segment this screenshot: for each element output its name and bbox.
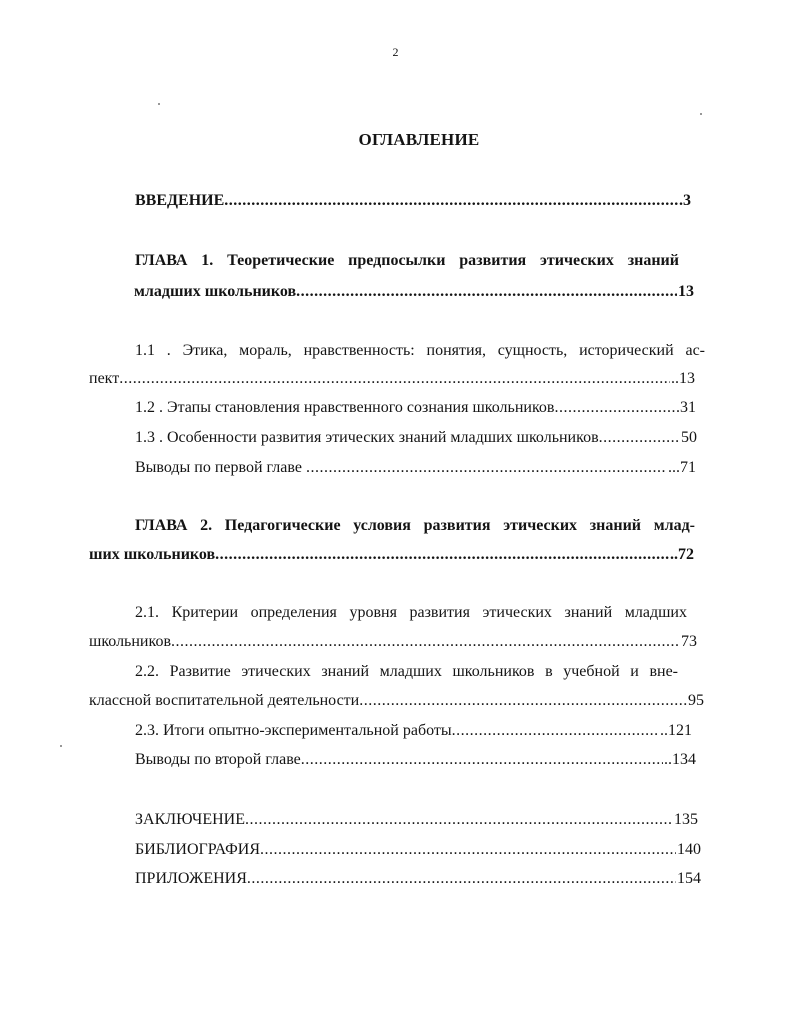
toc-chapter2-line1[interactable]: ГЛАВА 2. Педагогические условия развития этических знаний млад-	[135, 517, 695, 534]
toc-entry-label: ВВЕДЕНИЕ	[135, 192, 225, 209]
toc-page-number: 73	[681, 633, 697, 650]
toc-entry-label: младших школьников	[134, 283, 297, 300]
toc-chapter1-line2[interactable]	[134, 282, 694, 302]
toc-section-2-2-line1[interactable]: 2.2. Развитие этических знаний младших школьников в учебной и вне-	[135, 663, 678, 680]
toc-entry-introduction[interactable]	[135, 191, 691, 211]
toc-page-number: 13	[678, 283, 694, 300]
scan-speck	[158, 103, 160, 105]
dot-leader	[554, 398, 679, 418]
dot-leader	[215, 545, 669, 565]
toc-entry-label: ПРИЛОЖЕНИЯ	[135, 870, 247, 887]
scan-speck	[700, 113, 702, 115]
toc-conclusion-chapter2[interactable]	[135, 750, 696, 770]
dot-leader	[224, 191, 678, 211]
toc-page-number: 135	[674, 811, 698, 828]
toc-entry-label: Выводы по первой главе	[135, 459, 306, 476]
toc-entry-conclusion[interactable]	[135, 810, 698, 830]
toc-entry-label: 2.3. Итоги опытно-экспериментальной работы	[135, 722, 452, 739]
dot-leader	[260, 840, 676, 860]
toc-page-number: ..72	[670, 546, 694, 563]
dot-leader	[296, 282, 677, 302]
scan-speck	[60, 745, 62, 747]
toc-title: ОГЛАВЛЕНИЕ	[358, 130, 480, 149]
dot-leader	[171, 632, 680, 652]
dot-leader	[245, 810, 673, 830]
toc-page-number: 95	[688, 692, 704, 709]
toc-page-number: ..13	[671, 370, 695, 387]
toc-entry-label: классной воспитательной деятельности	[89, 692, 360, 709]
toc-page-number: 31	[680, 399, 696, 416]
page-number: 2	[392, 45, 399, 59]
toc-section-2-1-line2[interactable]	[89, 632, 697, 652]
toc-entry-label: 1.2 . Этапы становления нравственного сознания школьников	[135, 399, 555, 416]
toc-entry-label: пект	[89, 370, 120, 387]
toc-page-number: ..121	[660, 722, 692, 739]
toc-conclusion-chapter1[interactable]	[135, 458, 696, 478]
toc-entry-appendices[interactable]	[135, 869, 701, 889]
toc-page-number: ..134	[664, 751, 696, 768]
toc-entry-label: ЗАКЛЮЧЕНИЕ	[135, 811, 245, 828]
toc-page-number: .3	[679, 192, 691, 209]
toc-section-1-1-line1[interactable]: 1.1 . Этика, мораль, нравственность: понятия, сущность, исторический ас-	[135, 342, 705, 359]
toc-page-number: 154	[677, 870, 701, 887]
toc-section-2-3[interactable]	[135, 721, 692, 741]
toc-section-2-1-line1[interactable]: 2.1. Критерии определения уровня развития этических знаний младших	[135, 604, 687, 621]
toc-entry-bibliography[interactable]	[135, 840, 701, 860]
toc-entry-label: БИБЛИОГРАФИЯ	[135, 841, 261, 858]
toc-entry-label: 1.3 . Особенности развития этических знаний младших школьников	[135, 429, 599, 446]
dot-leader	[247, 869, 676, 889]
toc-page-number: 50	[681, 429, 697, 446]
toc-page-number: ...71	[668, 459, 696, 476]
dot-leader	[119, 369, 670, 389]
toc-chapter1-line1[interactable]: ГЛАВА 1. Теоретические предпосылки развития этических знаний	[135, 252, 679, 269]
toc-chapter2-line2[interactable]	[89, 545, 694, 565]
toc-section-1-3[interactable]	[135, 428, 697, 448]
toc-entry-label: школьников	[89, 633, 171, 650]
dot-leader	[359, 691, 687, 711]
toc-section-2-2-line2[interactable]	[89, 691, 704, 711]
dot-leader	[301, 750, 663, 770]
toc-section-1-2[interactable]	[135, 398, 696, 418]
toc-section-1-1-line2[interactable]	[89, 369, 695, 389]
toc-entry-label: Выводы по второй главе	[135, 751, 301, 768]
toc-page-number: 140	[677, 841, 701, 858]
toc-entry-label: ших школьников	[89, 546, 216, 563]
dot-leader	[599, 428, 680, 448]
dot-leader	[452, 721, 659, 741]
dot-leader	[306, 458, 667, 478]
